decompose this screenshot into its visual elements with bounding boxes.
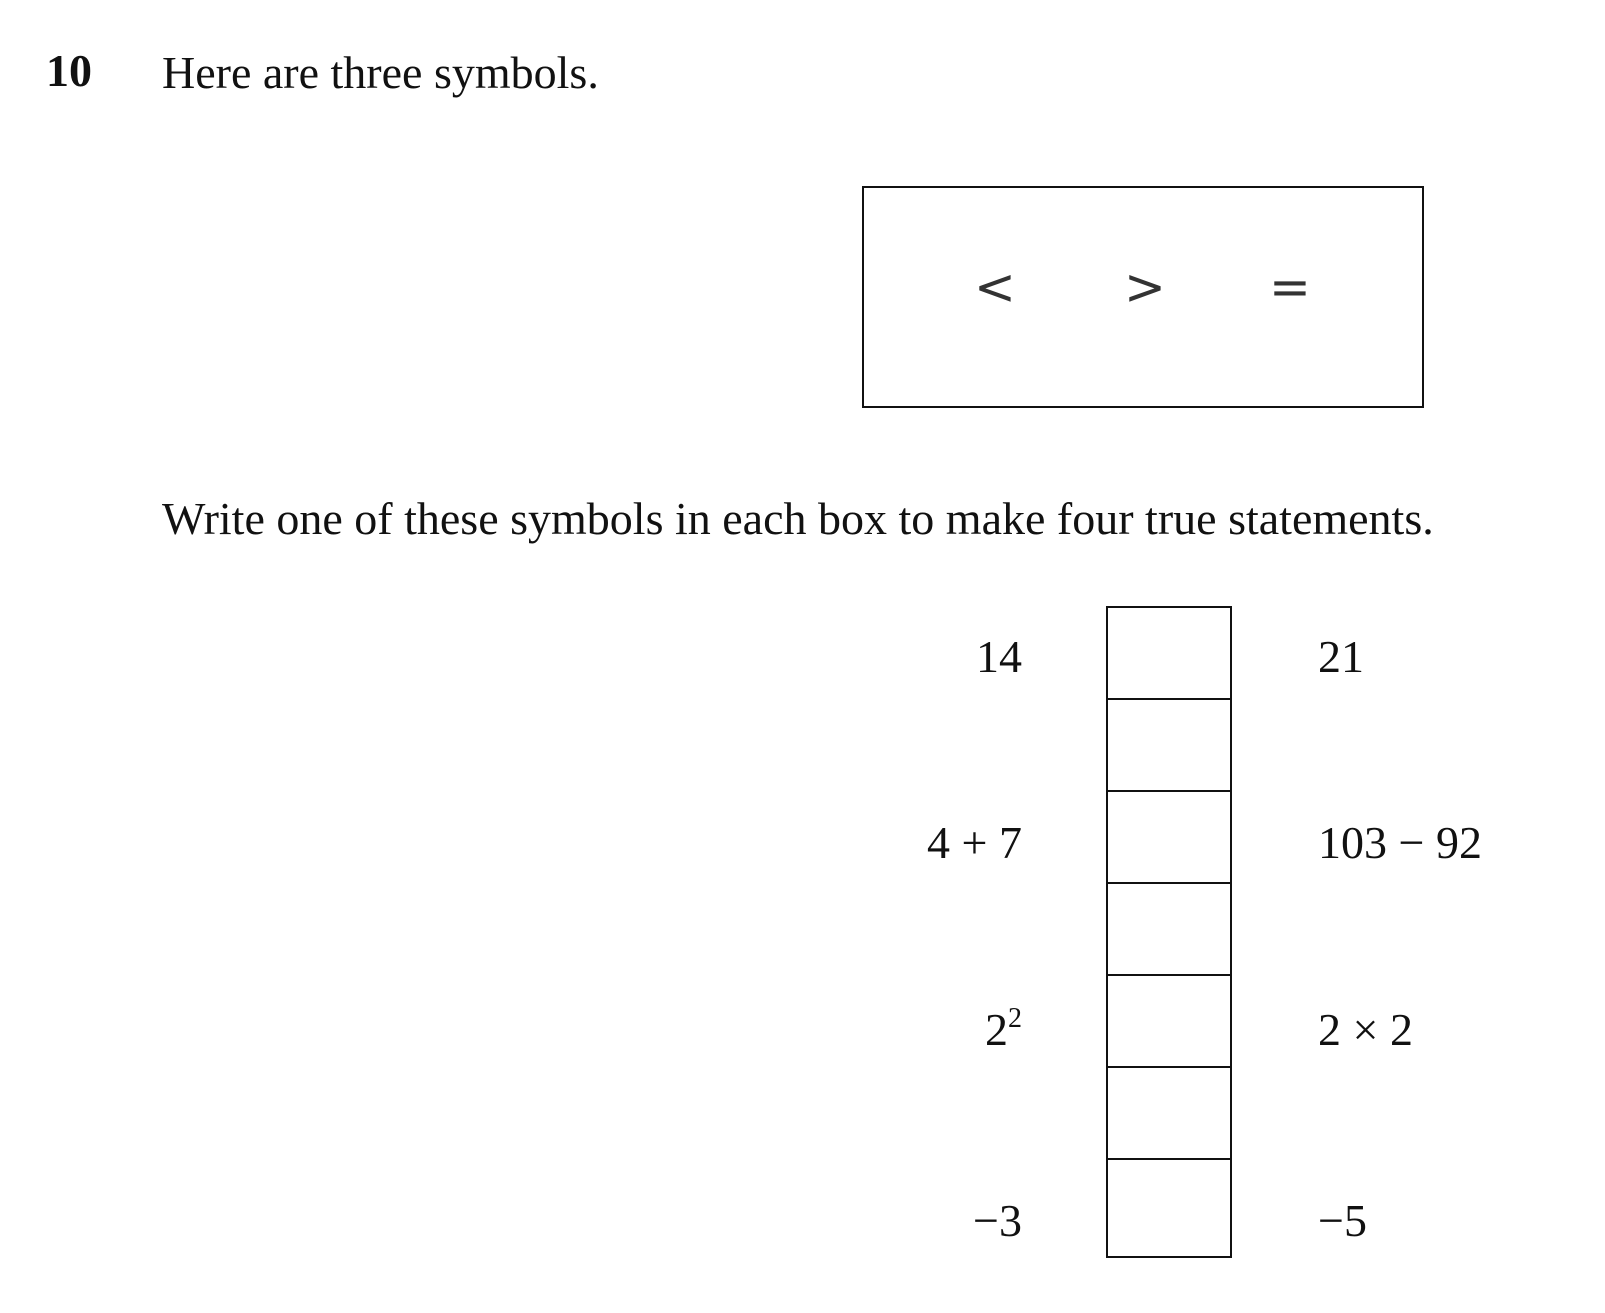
answer-box[interactable] <box>1108 884 1230 976</box>
answer-box[interactable] <box>1108 1160 1230 1256</box>
statement-2-left: 4 + 7 <box>927 817 1022 868</box>
statement-1-right: 21 <box>1318 631 1364 682</box>
statement-1-left: 14 <box>976 631 1022 682</box>
statement-4-left: −3 <box>973 1195 1022 1246</box>
answer-box[interactable] <box>1108 792 1230 884</box>
symbols-box <box>862 186 1424 408</box>
answer-box[interactable] <box>1108 976 1230 1068</box>
statement-3-right: 2 × 2 <box>1318 1004 1413 1055</box>
statement-3-left-base: 2 <box>985 1004 1008 1055</box>
question-instruction: Write one of these symbols in each box to make four true statements. <box>162 493 1434 544</box>
less-than-symbol: < <box>974 258 1016 316</box>
question-intro: Here are three symbols. <box>162 47 599 98</box>
statement-2-right: 103 − 92 <box>1318 817 1482 868</box>
answer-box-column <box>1106 606 1232 1258</box>
answer-box[interactable] <box>1108 608 1230 700</box>
equals-symbol: = <box>1269 258 1311 316</box>
question-number: 10 <box>46 45 92 96</box>
statement-4-right: −5 <box>1318 1195 1367 1246</box>
greater-than-symbol: > <box>1124 258 1166 316</box>
answer-box[interactable] <box>1108 700 1230 792</box>
answer-box[interactable] <box>1108 1068 1230 1160</box>
statement-3-left-exponent: 2 <box>1008 1003 1022 1034</box>
statement-3-left <box>985 1003 1022 1055</box>
